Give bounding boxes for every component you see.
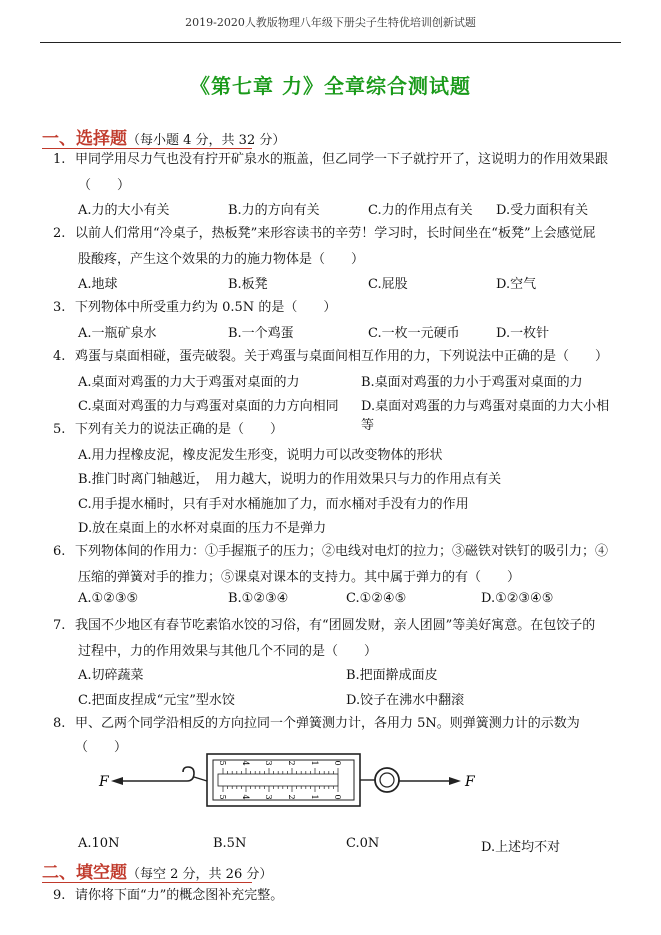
question-9 [55,884,621,908]
section-note: （每空 2 分，共 26 分） [127,867,273,882]
option-d: D.桌面对鸡蛋的力与鸡蛋对桌面的力大小相等 [361,399,610,433]
section-title: 二、填空题 [42,863,127,883]
question-text: 下列物体中所受重力约为 0.5N 的是（ ） [75,300,337,315]
force-label-left: F [99,774,109,790]
option-d: D.受力面积有关 [496,203,589,218]
option-a: A.①②③⑤ [78,591,139,606]
option-c: C.屁股 [368,277,408,292]
question-text-cont: 股酸疼，产生这个效果的力的施力物体是（ ） [78,252,365,267]
option-b: B.5N [213,836,247,851]
options-q1 [78,199,621,221]
hook-icon [180,767,194,781]
option-b: B.①②③④ [228,591,289,606]
question-number: 8. [53,716,66,731]
option-b: B.推门时离门轴越近， 用力越大，说明力的作用效果只与力的作用点有关 [78,472,502,487]
option-a: A.10N [78,836,120,851]
question-text: 以前人们常用“冷桌子，热板凳”来形容读书的辛劳！学习时，长时间坐在“板凳”上会感觉屁 [75,226,596,241]
question-number: 9. [53,888,66,903]
option-d: D.①②③④⑤ [481,591,554,606]
section-rule [42,882,252,883]
option-a: A.一瓶矿泉水 [78,326,157,341]
question-2 [55,222,621,246]
scale-mark-label: 0 [333,794,342,800]
option-d: D.放在桌面上的水杯对桌面的压力不是弹力 [78,521,327,536]
option-d: D.空气 [496,277,537,292]
option-c: C.把面皮捏成“元宝”型水饺 [78,693,235,708]
options-q6 [78,591,621,613]
page-title: 《第七章 力》全章综合测试题 [190,74,471,98]
question-3 [55,296,621,320]
question-number: 3. [53,300,66,315]
question-number: 7. [53,618,66,633]
left-arrow-icon [111,777,123,785]
question-text: 甲同学用尽力气也没有拧开矿泉水的瓶盖，但乙同学一下子就拧开了，这说明力的作用效果跟 [75,152,609,167]
scale-mark-label: 2 [287,760,296,766]
question-4 [55,345,621,369]
spring-scale-figure [95,750,495,825]
option-b: B.板凳 [228,277,268,292]
force-label-right: F [465,774,475,790]
option-b: B.一个鸡蛋 [228,326,294,341]
section-heading-choice [42,124,285,149]
scale-mark-label: 0 [333,760,342,766]
question-1 [55,148,621,172]
option-d: D.上述均不对 [481,840,561,855]
scale-mark-label: 5 [218,794,227,800]
option-b: B.把面擀成面皮 [346,668,438,683]
option-b: B.桌面对鸡蛋的力小于鸡蛋对桌面的力 [361,375,583,390]
options-q8 [78,836,621,858]
option-b: B.力的方向有关 [228,203,320,218]
option-c: C.桌面对鸡蛋的力与鸡蛋对桌面的力方向相同 [78,399,339,414]
question-6 [55,540,621,564]
option-c: C.①②④⑤ [346,591,407,606]
question-text: 请你将下面“力”的概念图补充完整。 [75,888,284,903]
option-c: C.力的作用点有关 [368,203,473,218]
options-q7-row1 [78,664,621,686]
options-q2 [78,273,621,295]
option-a: A.用力捏橡皮泥，橡皮泥发生形变，说明力可以改变物体的形状 [78,448,443,463]
question-number: 6. [53,544,66,559]
scale-mark-label: 1 [310,760,319,766]
option-a: A.桌面对鸡蛋的力大于鸡蛋对桌面的力 [78,375,300,390]
option-d: D.一枚针 [496,326,550,341]
question-text-cont: 压缩的弹簧对手的推力；⑤课桌对课本的支持力。其中属于弹力的有（ ） [78,570,521,585]
option-a: A.切碎蔬菜 [78,668,144,683]
scale-mark-label: 2 [287,794,296,800]
question-text: 下列物体间的作用力：①手握瓶子的压力；②电线对电灯的拉力；③磁铁对铁钉的吸引力；④ [75,544,609,559]
question-text: 鸡蛋与桌面相碰，蛋壳破裂。关于鸡蛋与桌面间相互作用的力，下列说法中正确的是（ ） [75,349,609,364]
question-number: 2. [53,226,66,241]
question-7 [55,614,621,638]
question-5 [55,418,621,442]
scale-mark-label: 3 [264,794,273,800]
question-text-cont: （ ） [78,178,131,193]
scale-mark-label: 4 [241,760,250,766]
ring-icon [375,768,399,792]
scale-mark-label: 1 [310,794,319,800]
question-number: 4. [53,349,66,364]
option-c: C.0N [346,836,380,851]
options-q3 [78,322,621,344]
option-c: C.一枚一元硬币 [368,326,460,341]
option-d: D.饺子在沸水中翻滚 [346,693,465,708]
option-c: C.用手提水桶时，只有手对水桶施加了力，而水桶对手没有力的作用 [78,497,469,512]
scale-mark-label: 5 [218,760,227,766]
page-header: 2019-2020人教版物理八年级下册尖子生特优培训创新试题 [185,16,476,29]
scale-mark-label: 4 [241,794,250,800]
options-q7-row2 [78,689,621,711]
question-text: 甲、乙两个同学沿相反的方向拉同一个弹簧测力计，各用力 5N。则弹簧测力计的示数为（ ） [75,716,580,755]
header-rule [40,42,621,43]
section-heading-fill [42,858,272,883]
section-note: （每小题 4 分，共 32 分） [127,133,286,148]
question-number: 1. [53,152,66,167]
question-text: 下列有关力的说法正确的是（ ） [75,422,284,437]
option-a: A.力的大小有关 [78,203,170,218]
option-a: A.地球 [78,277,118,292]
right-arrow-icon [449,777,461,785]
question-text-cont: 过程中，力的作用效果与其他几个不同的是（ ） [78,644,378,659]
question-number: 5. [53,422,66,437]
question-text: 我国不少地区有春节吃素馅水饺的习俗，有“团圆发财，亲人团圆”等美好寓意。在包饺子的 [75,618,596,633]
section-title: 一、选择题 [42,129,127,149]
options-q4-row1 [78,371,621,393]
scale-mark-label: 3 [264,760,273,766]
